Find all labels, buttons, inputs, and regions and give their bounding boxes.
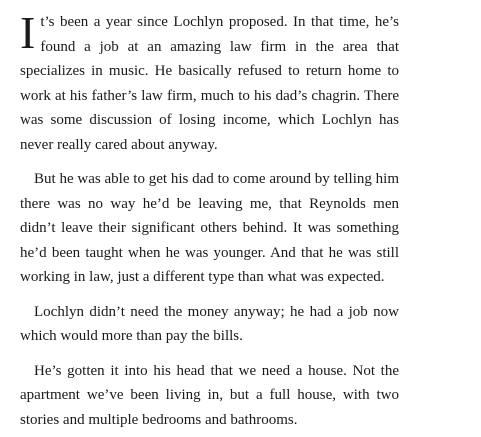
paragraph-2: But he was able to get his dad to come around by telling him there was no way he’d be leaving me, that Reynolds men didn’t leave their significant others behind. It was something he’d been taught when he was younger. And that he was still working in law, just a different type than what was expected. — [20, 171, 399, 285]
paragraph-1-text: t’s been a year since Lochlyn proposed. In that time, he’s found a job at an amazing law firm in the area that specializes in music. He basically refused to return home to work at his father’s law firm, much to his dad’s chagrin. There was some discussion of losing income, which Lochlyn has never really cared about anyway. — [20, 14, 399, 153]
paragraph-3: Lochlyn didn’t need the money anyway; he had a job now which would more than pay the bills. — [20, 303, 399, 344]
paragraph-1 — [20, 7, 399, 157]
drop-cap: I — [20, 7, 36, 58]
paragraph-4: He’s gotten it into his head that we need a house. Not the apartment we’ve been living in, but a full house, with two stories and multiple bedrooms and bathrooms. — [20, 362, 399, 428]
